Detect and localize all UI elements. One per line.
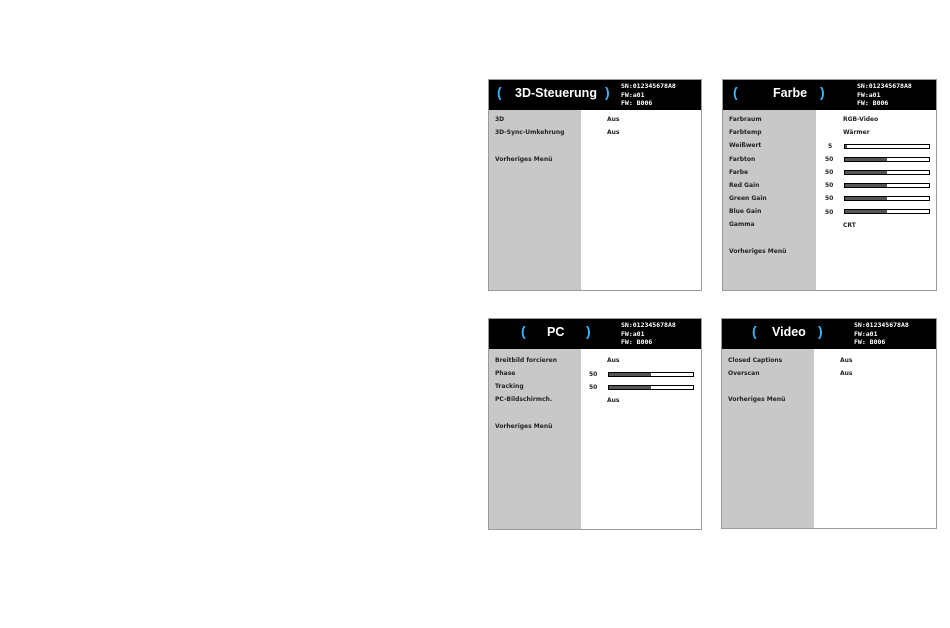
menu-item-vorheriges-menu[interactable]: Vorheriges Menü — [728, 396, 786, 403]
slider-bar[interactable] — [608, 385, 694, 390]
value-pane — [581, 110, 701, 290]
menu-item-3d-sync-umkehrung[interactable]: 3D-Sync-Umkehrung — [495, 129, 565, 136]
serial-number: SN:012345678A8 — [854, 321, 909, 329]
menu-header — [723, 80, 936, 110]
menu-header — [489, 319, 701, 349]
slider-fill — [845, 210, 887, 213]
slider-bar[interactable] — [844, 170, 930, 175]
firmware-info — [621, 82, 676, 108]
menu-item-breitbild-forcieren[interactable]: Breitbild forcieren — [495, 357, 557, 364]
serial-number: SN:012345678A8 — [621, 82, 676, 90]
menu-item-farbton[interactable]: Farbton — [729, 156, 756, 163]
slider-bar[interactable] — [844, 196, 930, 201]
item-number: 50 — [825, 182, 834, 189]
item-value[interactable]: Aus — [607, 397, 620, 404]
firmware-info — [621, 321, 676, 347]
item-value[interactable]: Aus — [607, 129, 620, 136]
firmware-info — [854, 321, 909, 347]
firmware-version: FW:a01 — [857, 90, 881, 99]
item-value[interactable]: Wärmer — [843, 129, 870, 136]
arrow-right-icon[interactable]: ) — [605, 84, 610, 100]
menu-item-vorheriges-menu[interactable]: Vorheriges Menü — [495, 156, 553, 163]
slider-fill — [845, 158, 887, 161]
item-value[interactable]: Aus — [840, 370, 853, 377]
slider-bar[interactable] — [844, 157, 930, 162]
menu-item-red-gain[interactable]: Red Gain — [729, 182, 760, 189]
menu-video — [721, 318, 937, 529]
menu-item-farbe[interactable]: Farbe — [729, 169, 749, 176]
serial-number: SN:012345678A8 — [621, 321, 676, 329]
item-number: 50 — [589, 384, 598, 391]
item-value[interactable]: Aus — [607, 357, 620, 364]
menu-item-vorheriges-menu[interactable]: Vorheriges Menü — [729, 248, 787, 255]
firmware-version: FW:a01 — [854, 329, 878, 338]
menu-item-overscan[interactable]: Overscan — [728, 370, 760, 377]
menu-farbe — [722, 79, 937, 291]
slider-fill — [845, 184, 887, 187]
arrow-left-icon[interactable]: ( — [752, 323, 757, 339]
item-number: 50 — [825, 195, 834, 202]
firmware-build: FW: B006 — [621, 338, 653, 347]
slider-fill — [609, 373, 651, 376]
arrow-right-icon[interactable]: ) — [818, 323, 823, 339]
slider-fill — [845, 197, 887, 200]
firmware-info — [857, 82, 912, 108]
menu-item-farbtemp[interactable]: Farbtemp — [729, 129, 762, 136]
menu-title: Video — [772, 325, 806, 339]
menu-pc — [488, 318, 702, 530]
menu-item-pc-bildschirmch[interactable]: PC-Bildschirmch. — [495, 396, 553, 403]
item-value[interactable]: Aus — [607, 116, 620, 123]
menu-item-tracking[interactable]: Tracking — [495, 383, 524, 390]
firmware-build: FW: B006 — [854, 338, 886, 347]
arrow-right-icon[interactable]: ) — [820, 84, 825, 100]
menu-item-3d[interactable]: 3D — [495, 116, 505, 123]
item-value[interactable]: CRT — [843, 222, 856, 229]
menu-title: Farbe — [773, 86, 808, 100]
slider-fill — [845, 171, 887, 174]
item-value[interactable]: RGB-Video — [843, 116, 879, 123]
menu-item-weisswert[interactable]: Weißwert — [729, 142, 762, 149]
item-number: 50 — [825, 169, 834, 176]
firmware-version: FW:a01 — [621, 329, 645, 338]
menu-item-farbraum[interactable]: Farbraum — [729, 116, 762, 123]
item-number: 50 — [825, 156, 834, 163]
firmware-build: FW: B006 — [621, 99, 653, 108]
slider-bar[interactable] — [844, 183, 930, 188]
menu-item-green-gain[interactable]: Green Gain — [729, 195, 767, 202]
slider-bar[interactable] — [608, 372, 694, 377]
item-number: 50 — [825, 209, 834, 216]
menu-title: PC — [547, 325, 565, 339]
menu-item-gamma[interactable]: Gamma — [729, 221, 755, 228]
menu-item-blue-gain[interactable]: Blue Gain — [729, 208, 762, 215]
arrow-left-icon[interactable]: ( — [497, 84, 502, 100]
firmware-build: FW: B006 — [857, 99, 889, 108]
slider-fill — [609, 386, 651, 389]
slider-fill — [845, 145, 847, 148]
serial-number: SN:012345678A8 — [857, 82, 912, 90]
menu-3d-steuerung — [488, 79, 702, 291]
item-number: 5 — [828, 143, 833, 150]
arrow-right-icon[interactable]: ) — [586, 323, 591, 339]
slider-bar[interactable] — [844, 144, 930, 149]
menu-title: 3D-Steuerung — [515, 86, 597, 100]
arrow-left-icon[interactable]: ( — [521, 323, 526, 339]
item-value[interactable]: Aus — [840, 357, 853, 364]
item-number: 50 — [589, 371, 598, 378]
menu-header — [489, 80, 701, 110]
menu-item-closed-captions[interactable]: Closed Captions — [728, 357, 783, 364]
arrow-left-icon[interactable]: ( — [733, 84, 738, 100]
firmware-version: FW:a01 — [621, 90, 645, 99]
value-pane — [814, 349, 936, 528]
slider-bar[interactable] — [844, 209, 930, 214]
menu-item-vorheriges-menu[interactable]: Vorheriges Menü — [495, 423, 553, 430]
menu-item-phase[interactable]: Phase — [495, 370, 516, 377]
menu-header — [722, 319, 936, 349]
